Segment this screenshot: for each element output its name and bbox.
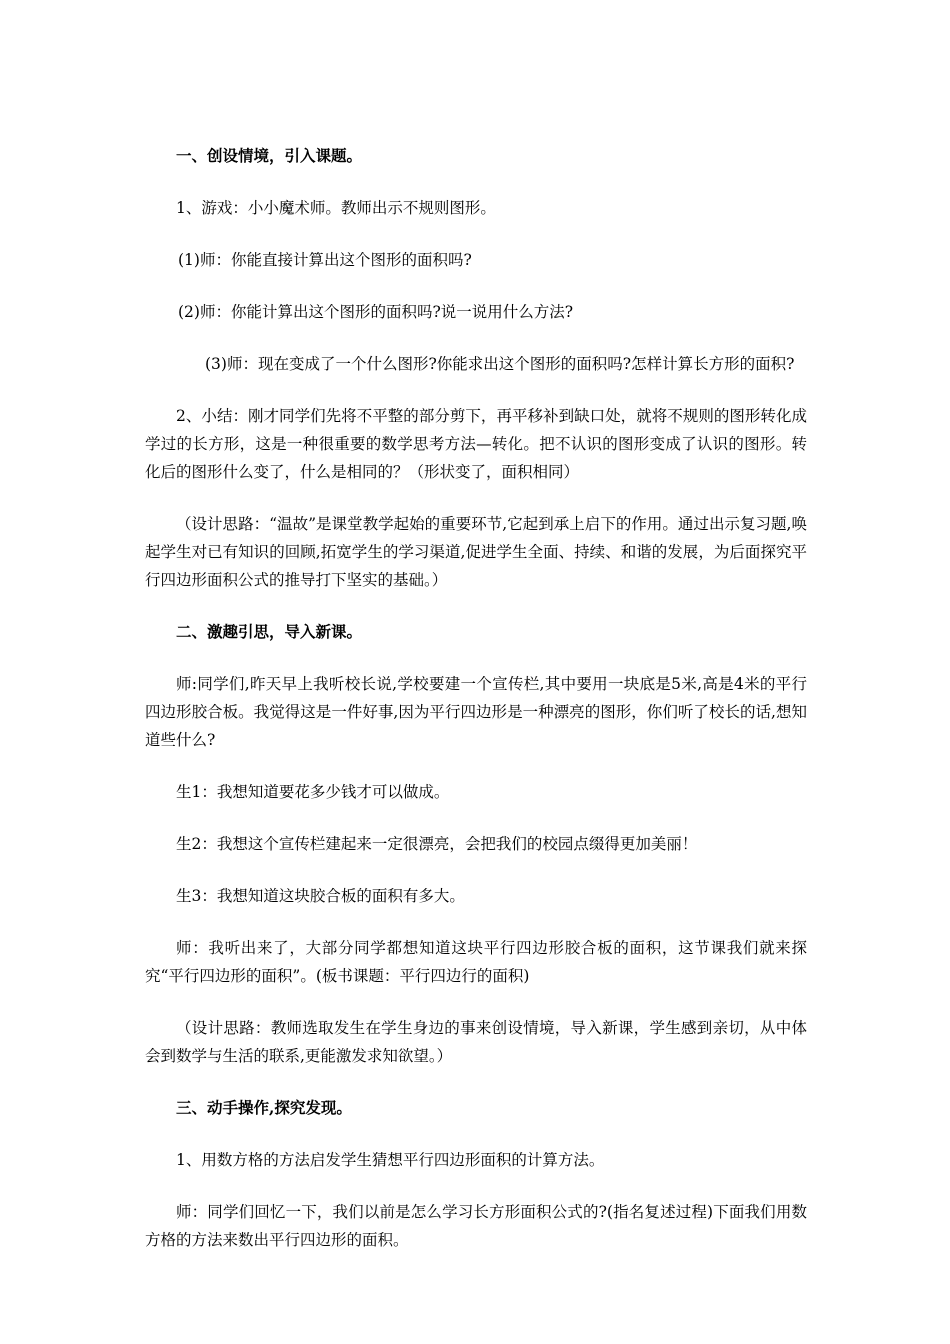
paragraph-design-note-1: （设计思路：“温故”是课堂教学起始的重要环节,它起到承上启下的作用。通过出示复习题,唤起学生对已有知识的回顾,拓宽学生的学习渠道,促进学生全面、持续、和谐的发展，为后面探究平行四边形面积公式的推导打下坚实的基础。） bbox=[145, 515, 807, 589]
paragraph-grid-method: 1、用数方格的方法启发学生猜想平行四边形面积的计算方法。 bbox=[176, 1151, 605, 1169]
paragraph-teacher-topic: 师：我听出来了，大部分同学都想知道这块平行四边形胶合板的面积，这节课我们就来探究“平行四边形的面积”。(板书课题：平行四边行的面积) bbox=[145, 939, 807, 985]
paragraph-question-2: (2)师：你能计算出这个图形的面积吗?说一说用什么方法? bbox=[178, 303, 574, 321]
document-body bbox=[145, 142, 807, 1278]
paragraph-teacher-review: 师：同学们回忆一下，我们以前是怎么学习长方形面积公式的?(指名复述过程)下面我们用数方格的方法来数出平行四边形的面积。 bbox=[145, 1203, 807, 1249]
section-heading-3: 三、动手操作,探究发现。 bbox=[176, 1098, 352, 1117]
paragraph-student-3: 生3：我想知道这块胶合板的面积有多大。 bbox=[176, 887, 465, 905]
paragraph-student-2: 生2：我想这个宣传栏建起来一定很漂亮，会把我们的校园点缀得更加美丽！ bbox=[176, 835, 698, 853]
paragraph-game: 1、游戏：小小魔术师。教师出示不规则图形。 bbox=[176, 199, 496, 217]
paragraph-question-3: (3)师：现在变成了一个什么图形?你能求出这个图形的面积吗?怎样计算长方形的面积? bbox=[205, 355, 795, 373]
paragraph-question-1: (1)师：你能直接计算出这个图形的面积吗? bbox=[178, 251, 472, 269]
section-heading-1: 一、创设情境，引入课题。 bbox=[176, 146, 363, 165]
paragraph-student-1: 生1：我想知道要花多少钱才可以做成。 bbox=[176, 783, 450, 801]
paragraph-summary: 2、小结：刚才同学们先将不平整的部分剪下，再平移补到缺口处，就将不规则的图形转化成学过的长方形，这是一种很重要的数学思考方法—转化。把不认识的图形变成了认识的图形。转化后的图形什么变了，什么是相同的？（形状变了，面积相同） bbox=[145, 407, 807, 481]
paragraph-design-note-2: （设计思路：教师选取发生在学生身边的事来创设情境，导入新课，学生感到亲切，从中体会到数学与生活的联系,更能激发求知欲望。） bbox=[145, 1019, 807, 1065]
section-heading-2: 二、激趣引思，导入新课。 bbox=[176, 622, 363, 641]
paragraph-teacher-intro: 师:同学们,昨天早上我听校长说,学校要建一个宣传栏,其中要用一块底是5米,高是4米的平行四边形胶合板。我觉得这是一件好事,因为平行四边形是一种漂亮的图形，你们听了校长的话,想知道些什么? bbox=[145, 675, 807, 749]
